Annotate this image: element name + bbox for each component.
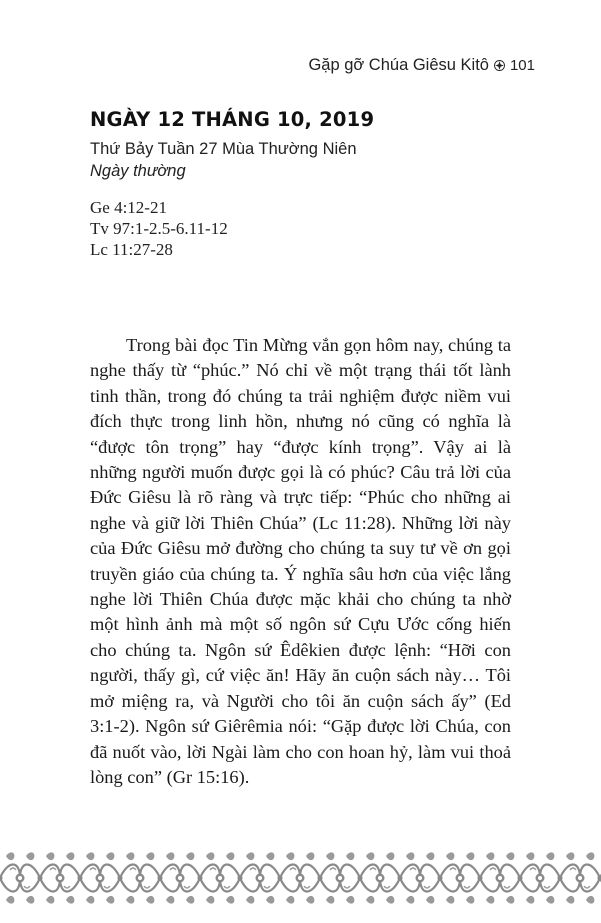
- date-heading: NGÀY 12 THÁNG 10, 2019: [90, 108, 375, 131]
- reading-reference: Ge 4:12-21: [90, 198, 167, 217]
- liturgical-day: Thứ Bảy Tuần 27 Mùa Thường Niên: [90, 140, 357, 158]
- body-paragraph: Trong bài đọc Tin Mừng vắn gọn hôm nay, chúng ta nghe thấy từ “phúc.” Nó chỉ về một trạng thái tốt lành tinh thần, trong đó chúng ta trải nghiệm được niềm vui đích thực trong linh hồn, nhưng nó cũng có nghĩa là “được tôn trọng” hay “được kính trọng”. Vậy ai là những người muốn được gọi là có phúc? Câu trả lời của Đức Giêsu là rõ ràng và trực tiếp: “Phúc cho những ai nghe và giữ lời Thiên Chúa” (Lc 11:28). Những lời này của Đức Giêsu mở đường cho chúng ta suy tư về ơn gọi truyền giáo của chúng ta. Ý nghĩa sâu hơn của việc lắng nghe lời Thiên Chúa được mặc khải cho chúng ta nhờ một hình ảnh mà một số ngôn sứ Cựu Ước cống hiến cho chúng ta. Ngôn sứ Êdêkien được lệnh: “Hỡi con người, thấy gì, cứ việc ăn! Hãy ăn cuộn sách này… Tôi mở miệng ra, và Người cho tôi ăn cuộn sách ấy” (Ed 3:1-2). Ngôn sứ Giêrêmia nói: “Gặp được lời Chúa, con đã nuốt vào, lời Ngài làm cho con hoan hỷ, làm vui thoả lòng con” (Gr 15:16).: [90, 335, 511, 787]
- floral-border-ornament: [0, 848, 601, 908]
- readings-list: [90, 197, 228, 260]
- running-header: [308, 56, 535, 75]
- reading-reference: Tv 97:1-2.5-6.11-12: [90, 219, 228, 238]
- running-title: Gặp gỡ Chúa Giêsu Kitô: [308, 56, 489, 74]
- page-number: 101: [509, 57, 535, 74]
- reading-reference: Lc 11:27-28: [90, 240, 173, 259]
- maltese-cross-icon: [494, 60, 505, 71]
- day-type: Ngày thường: [90, 162, 186, 180]
